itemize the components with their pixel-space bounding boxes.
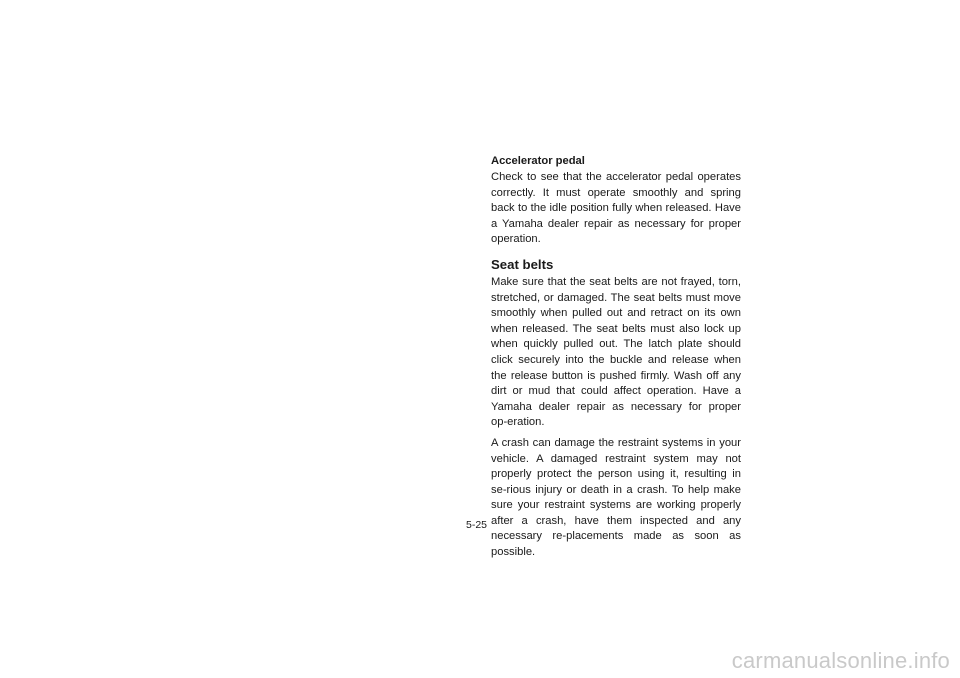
text-column — [491, 153, 741, 561]
seat-belts-paragraph-1: Make sure that the seat belts are not frayed, torn, stretched, or damaged. The seat belts must move smoothly when pulled out and retract on its own when released. The seat belts must also lock up when quickly pulled out. The latch plate should click securely into the buckle and release when the release button is pushed firmly. Wash off any dirt or mud that could affect operation. Have a Yamaha dealer repair as necessary for proper op-eration. — [491, 275, 741, 429]
accelerator-pedal-paragraph: Check to see that the accelerator pedal operates correctly. It must operate smoothly and spring back to the idle position fully when released. Have a Yamaha dealer repair as necessary for proper operation. — [491, 171, 741, 246]
watermark-text: carmanualsonline.info — [731, 648, 950, 673]
accelerator-pedal-heading: Accelerator pedal — [491, 155, 585, 167]
page-number: 5-25 — [466, 519, 488, 531]
seat-belts-heading: Seat belts — [491, 256, 554, 272]
seat-belts-paragraph-2: A crash can damage the restraint systems in your vehicle. A damaged restraint system may not properly protect the person using it, resulting in se-rious injury or death in a crash. To help make sure your restraint systems are working properly after a crash, have them inspected and any necessary re-placements made as soon as possible. — [491, 436, 741, 559]
